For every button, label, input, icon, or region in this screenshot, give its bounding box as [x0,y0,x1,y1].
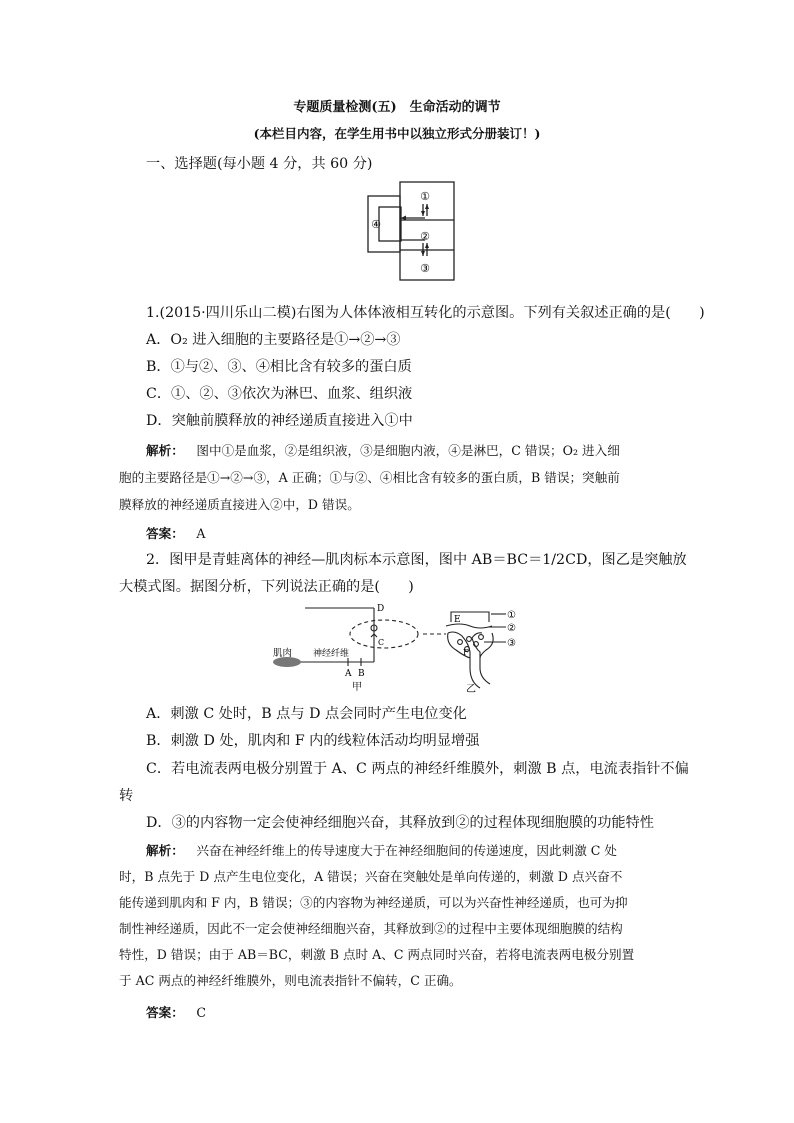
q1-answer [146,523,205,542]
q2-analysis-line-6: 于 AC 两点的神经纤维膜外，则电流表指针不偏转，C 正确。 [119,973,462,988]
q2-analysis-text-1: 兴奋在神经纤维上的传导速度大于在神经细胞间的传递速度，因此刺激 C 处 [196,843,618,858]
page-title: 专题质量检测(五) 生命活动的调节 [293,100,501,115]
body-fluid-diagram [365,180,461,282]
page-subtitle: (本栏目内容，在学生用书中以独立形式分册装订！) [253,126,541,141]
q2-analysis-line-3: 能传递到肌肉和 F 内，B 错误；③的内容物为神经递质，可以为兴奋性神经递质，也可为抑 [119,895,628,910]
q2-stem-line-1: 2．图甲是青蛙离体的神经—肌肉标本示意图，图中 AB＝BC＝1/2CD，图乙是突触放 [146,552,687,568]
diagram1-label-2: ② [420,230,430,243]
q1-option-c: C．①、②、③依次为淋巴、血浆、组织液 [146,386,413,402]
q2-analysis-line-1 [146,840,617,859]
fig-label-1: ① [507,610,516,621]
q1-analysis-line-2: 胞的主要路径是①→②→③，A 正确；①与②、④相比含有较多的蛋白质，B 错误；突触前 [119,470,620,485]
fig-label-e: E [454,615,461,625]
q1-stem: 1.(2015·四川乐山二模)右图为人体体液相互转化的示意图。下列有关叙述正确的是( ) [146,305,705,321]
q2-answer-value: C [196,1005,207,1020]
q2-option-c-line-1: C．若电流表两电极分别置于 A、C 两点的神经纤维膜外，刺激 B 点，电流表指针不偏 [146,761,689,777]
q1-answer-label: 答案： [146,526,184,541]
fig-label-muscle: 肌肉 [273,648,293,659]
fig-label-3: ③ [507,638,516,649]
diagram1-label-4: ④ [371,218,381,231]
diagram1-label-3: ③ [420,262,430,275]
fig-label-jia: 甲 [352,682,362,693]
nerve-muscle-diagram [270,600,530,696]
q1-analysis-line-1 [146,440,620,459]
q1-analysis-text-1: 图中①是血浆，②是组织液，③是细胞内液，④是淋巴，C 错误；O₂ 进入细 [196,443,620,458]
q2-answer-label: 答案： [146,1005,184,1020]
q2-analysis-line-5: 特性，D 错误；由于 AB＝BC，刺激 B 点时 A、C 两点同时兴奋，若将电流表两电极分别置 [119,947,635,962]
q1-option-d: D．突触前膜释放的神经递质直接进入①中 [146,413,413,429]
section-heading: 一、选择题(每小题 4 分，共 60 分) [146,156,373,172]
fig-label-yi: 乙 [466,684,476,695]
q2-option-b: B．刺激 D 处，肌肉和 F 内的线粒体活动均明显增强 [146,733,480,749]
q2-option-a: A．刺激 C 处时，B 点与 D 点会同时产生电位变化 [146,706,467,722]
q1-analysis-label: 解析： [146,443,184,458]
q1-option-a: A．O₂ 进入细胞的主要路径是①→②→③ [146,332,401,348]
q1-answer-value: A [196,526,206,541]
q2-analysis-label: 解析： [146,843,184,858]
q2-stem-line-2: 大模式图。据图分析，下列说法正确的是( ) [119,579,414,595]
fig-label-2: ② [507,623,516,634]
fig-label-c: C [378,638,385,647]
fig-label-b: B [358,669,365,679]
q2-analysis-line-4: 制性神经递质，因此不一定会使神经细胞兴奋，其释放到②的过程中主要体现细胞膜的结构 [119,921,623,936]
q2-analysis-line-2: 时，B 点先于 D 点产生电位变化，A 错误；兴奋在突触处是单向传递的，刺激 D 点兴奋不 [119,869,623,884]
q1-analysis-line-3: 膜释放的神经递质直接进入②中，D 错误。 [119,497,360,512]
fig-label-fiber: 神经纤维 [313,649,350,659]
diagram1-label-1: ① [420,190,430,203]
q2-option-c-line-2: 转 [119,788,134,804]
q2-answer [146,1002,206,1021]
fig-label-d: D [377,604,385,614]
fig-label-a: A [345,669,352,679]
q2-option-d: D．③的内容物一定会使神经细胞兴奋，其释放到②的过程体现细胞膜的功能特性 [146,815,654,831]
fig-label-f: F [463,648,469,657]
q1-option-b: B．①与②、③、④相比含有较多的蛋白质 [146,359,412,375]
